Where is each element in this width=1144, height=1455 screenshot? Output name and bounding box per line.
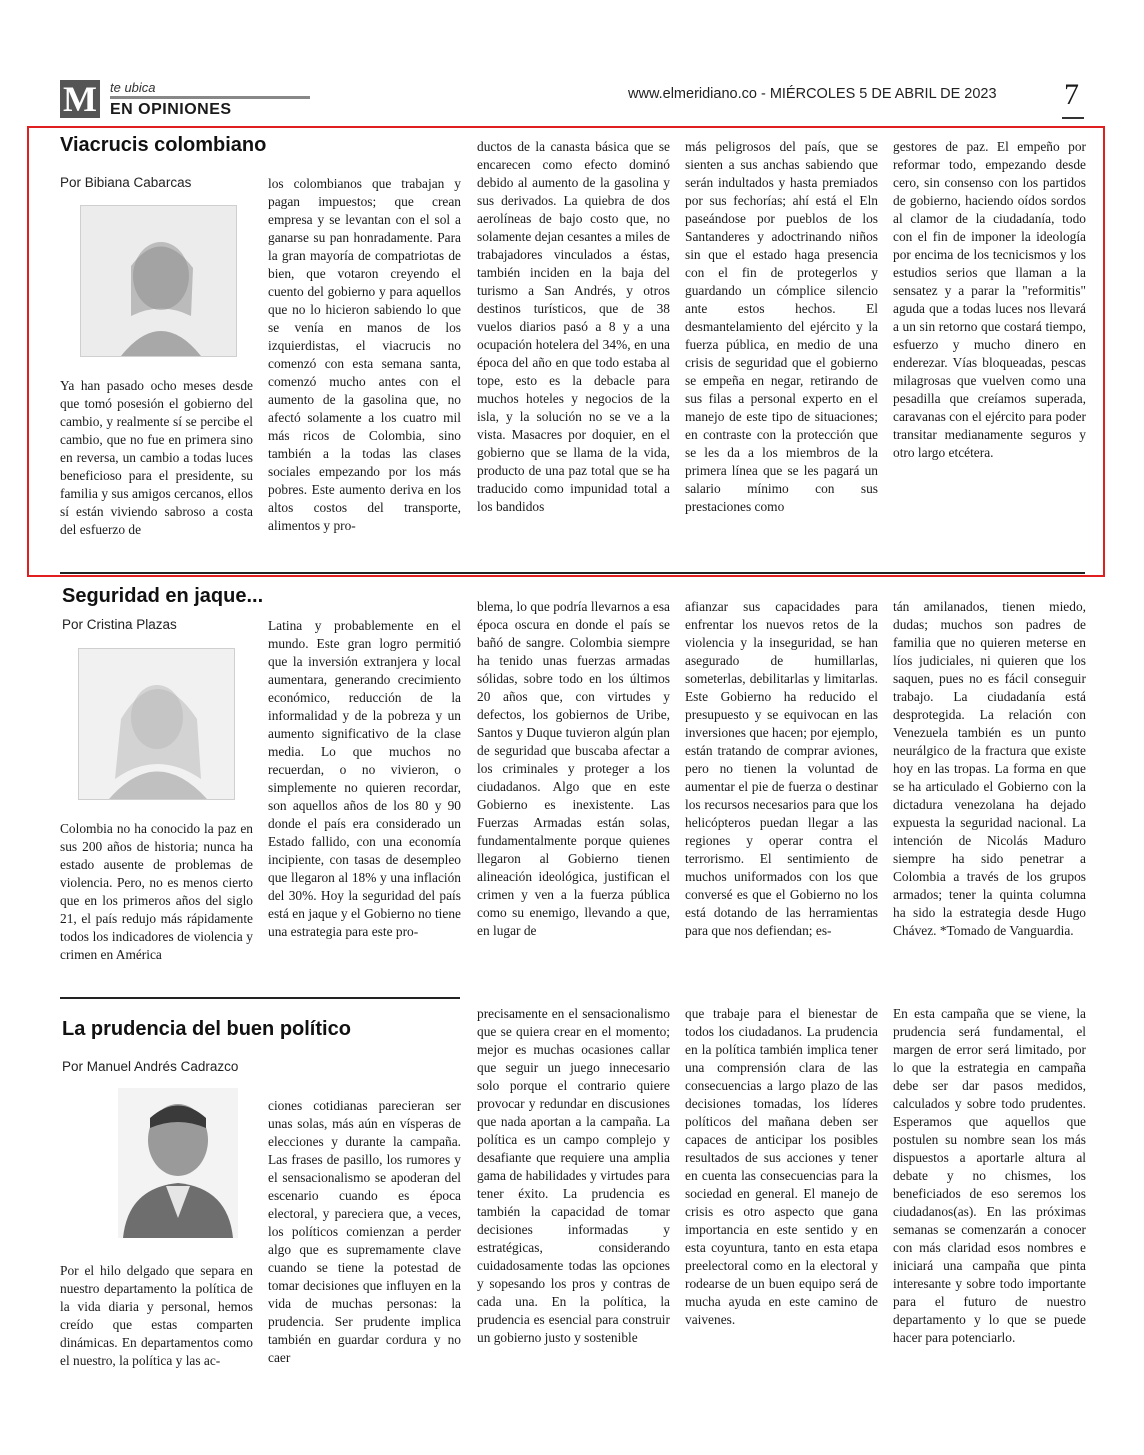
- dateline: www.elmeridiano.co - MIÉRCOLES 5 DE ABRIL DE 2023: [628, 86, 997, 102]
- article-column: Colombia no ha conocido la paz en sus 200 años de historia; nunca ha estado ausente de problemas de violencia. Pero, no es menos cierto que en los primeros años del siglo 21, el país redujo más rápidamente todos los indicadores de violencia y crimen en América: [60, 821, 253, 962]
- article-title: Seguridad en jaque...: [62, 585, 264, 607]
- newspaper-logo: M: [60, 80, 100, 118]
- article-column: afianzar sus capacidades para enfrentar los nuevos retos de la violencia y la inseguridad, se han asegurado de humillarlas, someterlas, debilitarlas y limitarlas. Este Gobierno ha reducido el presupuesto y se equivocan en las inversiones que hacen; por ejemplo, están tratando de comprar aviones, pero no tienen la voluntad de aumentar el pie de fuerza o destinar los recursos necesarios para que los helicópteros puedan llegar a las regiones y operar contra el terrorismo. El sentimiento de muchos uniformados con los que conversé es que el Gobierno no los está dotando de las herramientas para que nos defiendan; es-: [685, 599, 878, 938]
- article-column: gestores de paz. El empeño por reformar todo, empezando desde cero, sin consenso con los partidos de gobierno, haciendo oídos sordos al clamor de la ciudadanía, todo con el fin de imponer la ideología por encima de los tecnicismos y los estudios serios que llaman a la sensatez y a parar la "reformitis" aguda que a todas luces nos llevará a un sin retorno que costará tiempo, esfuerzo y mucho dinero en enderezar. Vías bloqueadas, pescas milagrosas que vuelven como una pesadilla que creíamos superada, caravanas con el ejército para poder transitar medianamente seguros y otro largo etcétera.: [893, 139, 1086, 460]
- article-column: que trabaje para el bienestar de todos los ciudadanos. La prudencia en la política también implica tener una comprensión clara de las consecuencias a largo plazo de las decisiones tomadas, los líderes políticos del mañana deben ser capaces de anticipar los posibles resultados de sus acciones y tener en cuenta las consecuencias para la sociedad en general. El manejo de crisis es otro aspecto que gana importancia en este sentido y en esta coyuntura, tanto en esta etapa preelectoral como en la electoral y rodearse de un buen equipo será de mucha ayuda en este camino de vaivenes.: [685, 1006, 878, 1327]
- article-byline: Por Bibiana Cabarcas: [60, 175, 192, 190]
- article-column: más peligrosos del país, que se sienten a sus anchas sabiendo que serán indultados y hasta premiados por sus fechorías; ahí está el Eln paseándose por pueblos de los Santanderes y adoctrinando niños sin que el estado haga presencia con el fin de protegerlos y guardando un cómplice silencio ante estos hechos. El desmantelamiento del ejército y la fuerza pública, en medio de una crisis de seguridad que el gobierno se empeña en negar, retirando de sus filas a personal experto en el manejo de este tipo de situaciones; en contraste con la protección que se les da a los miembros de la primera línea que se les pagará un salario mínimo con sus prestaciones como: [685, 139, 878, 514]
- article-column: ciones cotidianas parecieran ser unas solas, más aún en vísperas de elecciones y durante la campaña. Las frases de pasillo, los rumores y el sensacionalismo se apoderan del escenario cuando es época electoral, y pareciera que, a veces, los políticos comienzan a perder algo que es supremamente clave cuando se tiene la potestad de tomar decisiones que influyen en la vida de muchas personas: la prudencia. Ser prudente implica también en guardar cordura y no caer: [268, 1098, 461, 1365]
- section-title: EN OPINIONES: [110, 101, 232, 118]
- page-number: 7: [1064, 78, 1079, 111]
- author-portrait-icon: [81, 206, 236, 356]
- article-title: Viacrucis colombiano: [60, 134, 267, 156]
- author-photo: [78, 648, 235, 800]
- article-column: blema, lo que podría llevarnos a esa época oscura en donde el país se bañó de sangre. Colombia siempre ha tenido unas fuerzas armadas sólidas, sobre todo en los últimos 20 años que, con virtudes y defectos, los gobiernos de Uribe, Santos y Duque tuvieron algún plan de seguridad que buscaba afectar a los criminales y proteger a los ciudadanos. Algo que en este Gobierno es inexistente. Las Fuerzas Armadas están solas, fundamentalmente porque quienes llegaron al Gobierno tienen alineación ideológica, justifican el crimen y ven a la fuerza pública como su enemigo, llevando a que, en lugar de: [477, 599, 670, 938]
- article-column: los colombianos que trabajan y pagan impuestos; que crean empresa y se levantan con el sol a ganarse su pan honradamente. Para la gran mayoría de compatriotas de bien, que votaron creyendo el cuento del gobierno y para aquellos que no lo hicieron sabiendo lo que se venía en manos de los izquierdistas, el viacrucis no comenzó con esta semana santa, comenzó mucho antes con el aumento de la gasolina que, no afectó solamente a los cuatro mil más ricos de Colombia, sino también a la todas las clases sociales empezando por los más pobres. Este aumento deriva en los altos costos del transporte, alimentos y pro-: [268, 176, 461, 533]
- article-column: Ya han pasado ocho meses desde que tomó posesión el gobierno del cambio, y realmente sí se percibe el cambio, que no fue en primera sino en reversa, un cambio a todas luces beneficioso para el presidente, su familia y sus amigos cercanos, ellos sí están viviendo sabroso a costa del esfuerzo de: [60, 378, 253, 537]
- article-byline: Por Cristina Plazas: [62, 617, 177, 632]
- author-portrait-icon: [79, 649, 234, 799]
- article-column: Latina y probablemente en el mundo. Este gran logro permitió que la inversión extranjera y local aumentara, generando crecimiento económico, reducción de la informalidad y de la pobreza y un aumento significativo de la clase media. Lo que muchos no recuerdan, o no vivieron, o simplemente no quieren recordar, son aquellos años de los 80 y 90 donde el país era considerado un Estado fallido, con una economía incipiente, con tasas de desempleo que llegaron al 18% y una inflación del 30%. Hoy la seguridad del país está en jaque y el Gobierno no tiene una estrategia para este pro-: [268, 618, 461, 939]
- author-photo: [80, 205, 237, 357]
- article-byline: Por Manuel Andrés Cadrazco: [62, 1059, 239, 1074]
- page-number-rule: [1062, 117, 1084, 119]
- article-column: En esta campaña que se viene, la prudencia será fundamental, el margen de error será limitado, por lo que la estrategia en campaña debe ser dar pasos medidos, calculados y sobre todo prudentes. Esperamos que aquellos que postulen su nombre sean los más dispuestos a aportarle altura al debate y no chismes, los beneficiados de eso seremos los ciudadanos(as). En las próximas semanas se comenzarán a conocer con más claridad esos nombres e iniciará una campaña que pinta interesante y sobre todo importante para el futuro de nuestro departamento y lo que se puede hacer para potenciarlo.: [893, 1006, 1086, 1345]
- tagline-rule: [110, 96, 310, 99]
- author-portrait-icon: [118, 1088, 238, 1238]
- article-column: Por el hilo delgado que separa en nuestro departamento la política de la vida diaria y personal, hemos creído que estas comparten dinámicas. En departamentos como el nuestro, la política y las ac-: [60, 1263, 253, 1368]
- section-divider: [60, 572, 1085, 574]
- article-column: ductos de la canasta básica que se encarecen como efecto dominó debido al aumento de la gasolina y sus derivados. La quiebra de dos aerolíneas de bajo costo que, no solamente dejan cesantes a miles de trabajadores vinculados a éstas, también inciden en la baja del turismo a San Andrés, y otros destinos turísticos, que de 38 vuelos diarios pasó a 8 y a una ocupación hotelera del 34%, en una época del año en que todo estaba al tope, esto es la debacle para muchos hoteles y negocios de la isla, y la solución no se ve a la vista. Masacres por doquier, en el gobierno que se llama de la vida, producto de una paz total que se ha traducido como impunidad total a los bandidos: [477, 139, 670, 514]
- section-divider: [60, 997, 460, 999]
- article-column: tán amilanados, tienen miedo, dudas; muchos son padres de familia que no quieren meterse en líos judiciales, ni quieren que los saquen, pues no es fácil conseguir trabajo. La ciudadanía está desprotegida. La relación con Venezuela también es un punto neurálgico de la fractura que existe hoy en las tropas. La forma en que se ha articulado el Gobierno con la dictadura venezolana ha dejado expuesta la seguridad nacional. La intención de Nicolás Maduro siempre ha sido penetrar a Colombia a través de los grupos armados; tener la quinta columna ha sido la estrategia desde Hugo Chávez. *Tomado de Vanguardia.: [893, 599, 1086, 938]
- tagline: te ubica: [110, 80, 156, 95]
- article-title: La prudencia del buen político: [62, 1018, 351, 1040]
- article-column: precisamente en el sensacionalismo que se quiera crear en el momento; mejor es muchas ocasiones callar que seguir un juego innecesario solo porque el contrario quiere provocar y redundar en discusiones que nada aportan a la campaña. La política es un campo complejo y desafiante que requiere una amplia gama de habilidades y virtudes para tener éxito. La prudencia es también la capacidad de tomar decisiones informadas y estratégicas, considerando cuidadosamente todas las opciones y sopesando los pros y contras de cada una. En la política, la prudencia es esencial para construir un gobierno justo y sostenible: [477, 1006, 670, 1345]
- author-photo: [118, 1088, 238, 1238]
